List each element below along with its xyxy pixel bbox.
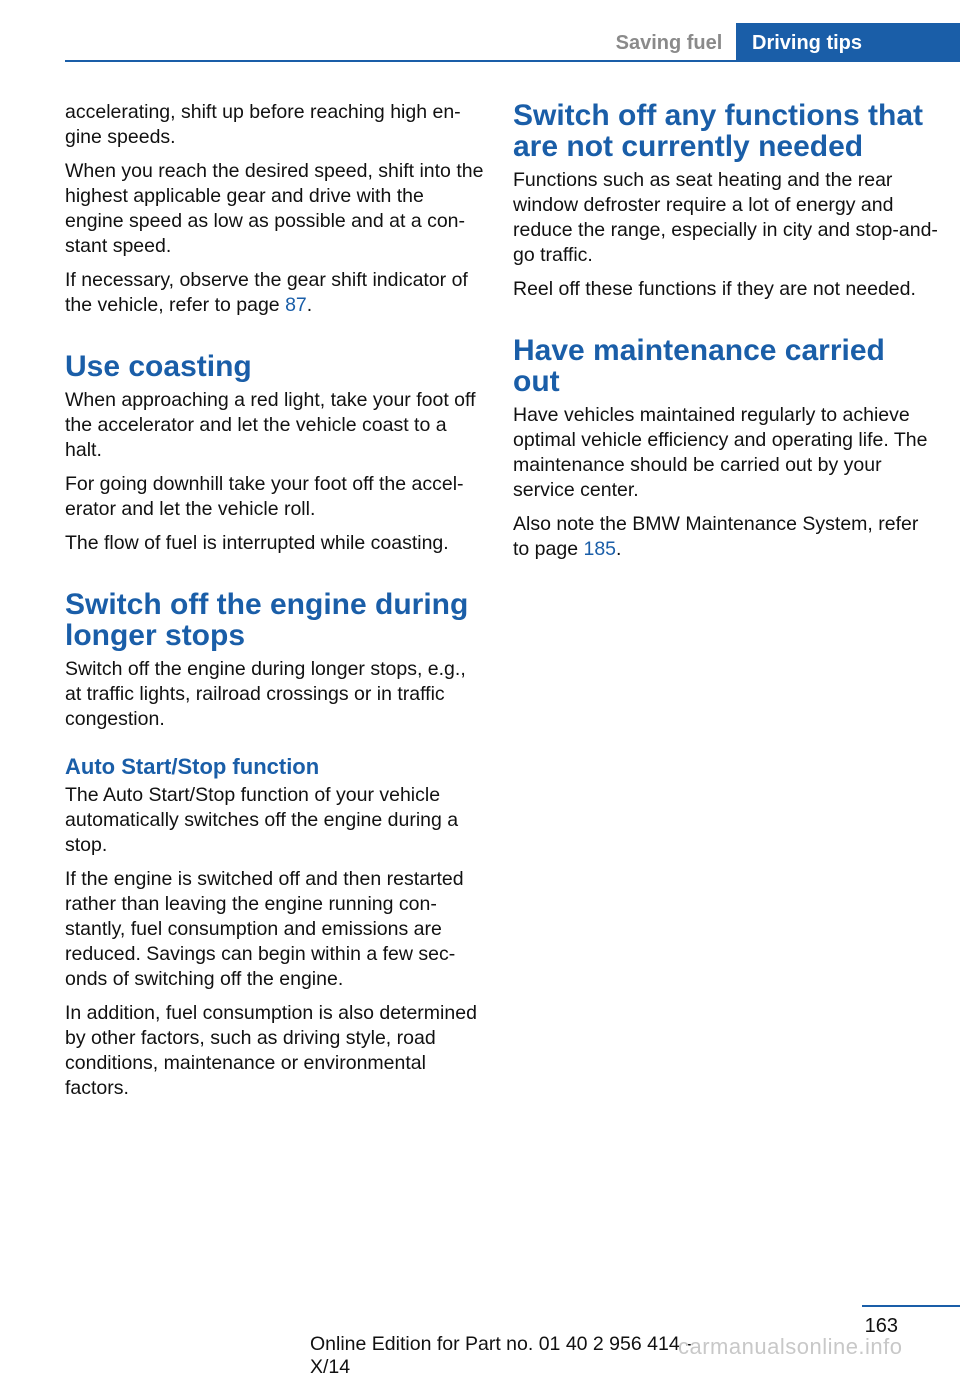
paragraph: The Auto Start/Stop function of your vehicle automatically switches off the engine during a stop. — [65, 784, 459, 856]
edition-note: Online Edition for Part no. 01 40 2 956 414 - X/14 — [310, 1333, 692, 1378]
tab-saving-fuel[interactable]: Saving fuel — [615, 32, 723, 54]
paragraph — [513, 512, 938, 562]
page-number: 163 — [864, 1315, 898, 1337]
paragraph: accelerating, shift up before reaching high engine speeds. — [65, 101, 461, 148]
heading-maintenance: Have maintenance carried out — [513, 334, 885, 398]
watermark: carmanualsonline.info — [678, 1334, 903, 1359]
page-link-185[interactable]: 185 — [583, 538, 617, 560]
page-link-87[interactable]: 87 — [285, 294, 307, 316]
paragraph — [65, 268, 485, 318]
punctuation: . — [306, 294, 313, 316]
subheading-auto-start-stop: Auto Start/Stop function — [65, 754, 320, 779]
punctuation: . — [616, 538, 622, 560]
footer-rule — [862, 1305, 960, 1307]
paragraph: Reel off these functions if they are not needed. — [513, 278, 916, 300]
paragraph: Functions such as seat heating and the rear window defroster require a lot of energy and reduce the range, especially in city and stop-and-go traffic. — [513, 169, 938, 266]
paragraph: When approaching a red light, take your foot off the accelerator and let the vehicle coast to a halt. — [65, 389, 476, 461]
header-rule — [65, 60, 960, 62]
paragraph-text: If necessary, observe the gear shift indicator of the vehicle, refer to page — [65, 269, 468, 316]
paragraph: The flow of fuel is interrupted while coasting. — [65, 532, 449, 554]
left-column — [65, 100, 485, 1110]
paragraph: In addition, fuel consumption is also determined by other factors, such as driving style, road conditions, maintenance or environmental factors. — [65, 1002, 477, 1099]
heading-switch-off-functions: Switch off any functions that are not currently needed — [513, 99, 923, 163]
paragraph: Switch off the engine during longer stops, e.g., at traffic lights, railroad crossings or in traffic congestion. — [65, 658, 466, 730]
paragraph: Have vehicles maintained regularly to achieve optimal vehicle efficiency and operating life. The maintenance should be carried out by your service center. — [513, 404, 928, 501]
heading-use-coasting: Use coasting — [65, 350, 252, 383]
right-column — [513, 100, 938, 571]
paragraph-text: Also note the BMW Maintenance System, refer to page — [513, 513, 919, 560]
heading-switch-off-engine: Switch off the engine during longer stops — [65, 588, 469, 652]
paragraph: For going downhill take your foot off the accelerator and let the vehicle roll. — [65, 473, 464, 520]
paragraph: If the engine is switched off and then restarted rather than leaving the engine running constantly, fuel consumption and emissions are reduced. Savings can begin within a few seconds of switching off the engine. — [65, 868, 464, 990]
paragraph: When you reach the desired speed, shift into the highest applicable gear and drive with the engine speed as low as possible and at a constant speed. — [65, 160, 484, 257]
tab-driving-tips[interactable]: Driving tips — [736, 23, 960, 62]
